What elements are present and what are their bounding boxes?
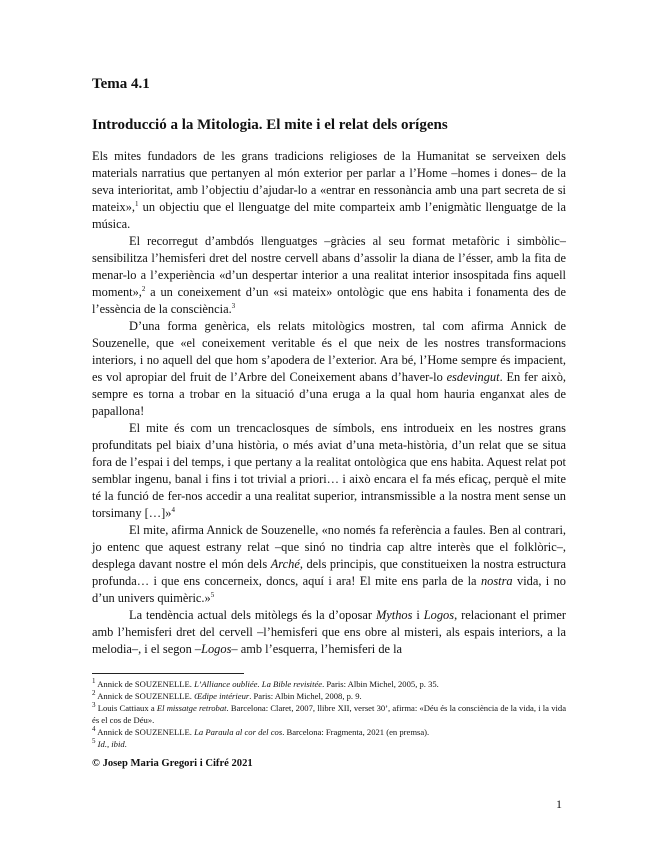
paragraph-text: El recorregut d’ambdós llenguatges –gràcies al seu format metafòric i simbòlic– sensibilitza l’hemisferi dret del nostre cervell abans d’assolir la diana de l’ésser, amb la fita de menar-lo a l’experiència «d’un despertar interior a una realitat interior insospitada fins aquell moment»,: [92, 234, 566, 299]
footnote-author: Annick de SOUZENELLE.: [97, 691, 192, 701]
footnote-author: Annick de SOUZENELLE.: [97, 679, 192, 689]
footnote-rest: . Paris: Albin Michel, 2008, p. 9.: [249, 691, 362, 701]
footnote-rest: .: [124, 739, 127, 749]
paragraph-3: [92, 318, 566, 420]
paragraph-text: , dels principis, que constitueixen la nostra estructura profunda… i que ens concerneix, doncs, aquí i ara! El mite ens parla de la: [92, 557, 566, 588]
paragraph-text: un objectiu que el llenguatge del mite comparteix amb l’enigmàtic llenguatge de la música.: [92, 200, 566, 231]
footnote-number: 3: [92, 701, 96, 710]
footnote-ref-5: 5: [210, 590, 215, 599]
page-number: 1: [556, 797, 562, 811]
footnote-title: El missatge retrobat: [156, 703, 227, 713]
footnote-title: L’Alliance oubliée. La Bible revisitée: [194, 679, 323, 689]
paragraph-6: [92, 607, 566, 658]
paragraph-2: [92, 233, 566, 318]
paragraph-text: La tendència actual dels mitòlegs és la d’oposar: [129, 608, 376, 622]
paragraph-1: [92, 148, 566, 233]
paragraph-text: , relacionant el primer amb l’hemisferi dret del cervell –l’hemisferi que ens obre al misteri, als espais interiors, a la melodia–, i el segon –: [92, 608, 567, 656]
paragraph-text: – amb l’esquerra, l’hemisferi de la: [231, 642, 403, 656]
footnotes: [92, 678, 566, 750]
footnote-title: La Paraula al cor del cos: [194, 727, 283, 737]
footnote-number: 5: [92, 737, 96, 746]
footnote-1: [92, 678, 566, 690]
paragraph-text: D’una forma genèrica, els relats mitològics mostren, tal com afirma Annick de Souzenelle, que «el coneixement veritable és el que neix de les nostres transformacions interiors, i no aquell del que hom s’apodera de l’exterior. Ara bé, l’Home sempre és impacient, es vol apropiar del fruit de l’Arbre del Coneixement abans d’haver-lo: [92, 319, 566, 384]
footnote-rest: . Paris: Albin Michel, 2005, p. 35.: [322, 679, 439, 689]
footnote-ref-1: 1: [135, 199, 139, 208]
footnote-lead: Louis Cattiaux a: [97, 703, 157, 713]
paragraph-text: vida, i no d’un univers quimèric.»: [92, 574, 566, 605]
footnote-number: 2: [92, 689, 96, 698]
section-number: Tema 4.1: [92, 76, 150, 92]
italic-term: esdevingut: [446, 370, 500, 384]
footnote-title: Id., ibid: [97, 739, 125, 749]
italic-term: Arché: [270, 557, 300, 571]
footnote-rest: . Barcelona: Claret, 2007, llibre XII, verset 30’, afirma: «Déu és la consciència de la vida, i la vida és el cos de Déu».: [92, 703, 567, 725]
footnote-separator: [92, 673, 244, 674]
copyright-notice: © Josep Maria Gregori i Cifré 2021: [92, 758, 253, 769]
footnote-author: Annick de SOUZENELLE.: [97, 727, 192, 737]
italic-term: Logos: [423, 608, 455, 622]
footnote-ref-3: 3: [231, 301, 236, 310]
footnote-ref-4: 4: [171, 505, 175, 514]
paragraph-text: El mite, afirma Annick de Souzenelle, «no només fa referència a faules. Ben al contrari, jo entenc que aquest estrany relat –que sinó no tindria cap altre interès que el folklòric–, desplega davant nostre el món dels: [92, 523, 566, 571]
footnote-ref-2: 2: [141, 284, 146, 293]
page-title: Introducció a la Mitologia. El mite i el relat dels orígens: [92, 117, 448, 133]
paragraph-text: . En fer això, sempre es torna a trobar en la situació d’una eruga a la qual hom hauria enganxat ales de papallona!: [92, 370, 566, 418]
footnote-4: [92, 726, 566, 738]
paragraph-4: [92, 420, 566, 522]
footnote-rest: . Barcelona: Fragmenta, 2021 (en premsa).: [282, 727, 430, 737]
footnote-number: 1: [92, 677, 96, 686]
body-text: [92, 148, 566, 658]
italic-term: Logos: [201, 642, 232, 656]
paragraph-text: Els mites fundadors de les grans tradicions religioses de la Humanitat se serveixen dels materials narratius que pertanyen al món exterior per parlar a l’Home –homes i dones– de la seva interioritat, amb l’objectiu d’ajudar-lo a «entrar en ressonància amb una part secreta de si mateix»,: [92, 149, 566, 214]
footnote-3: [92, 702, 566, 726]
paragraph-text: a un coneixement d’un «si mateix» ontològic que ens habita i fonamenta des de l’essència de la consciència.: [92, 285, 566, 316]
italic-term: nostra: [480, 574, 513, 588]
footnote-title: Œdipe intérieur: [194, 691, 250, 701]
italic-term: Mythos: [375, 608, 413, 622]
footnote-5: [92, 738, 566, 750]
paragraph-text: i: [412, 608, 424, 622]
footnote-number: 4: [92, 725, 96, 734]
footnote-2: [92, 690, 566, 702]
paragraph-text: El mite és com un trencaclosques de símbols, ens introdueix en les nostres grans profunditats pel biaix d’una història, o més aviat d’una meta-història, d’un relat que se situa fora de l’espai i del temps, i que pertany a la realitat ontològica que ens habita. Aquest relat pot semblar ingenu, banal i fins i tot trivial a priori… i això encara el fa més eficaç, perquè el mite té la funció de fer-nos accedir a una realitat superior, intransmissible a la nostra ment sense un torsimany […]»: [92, 421, 566, 520]
paragraph-5: [92, 522, 566, 607]
